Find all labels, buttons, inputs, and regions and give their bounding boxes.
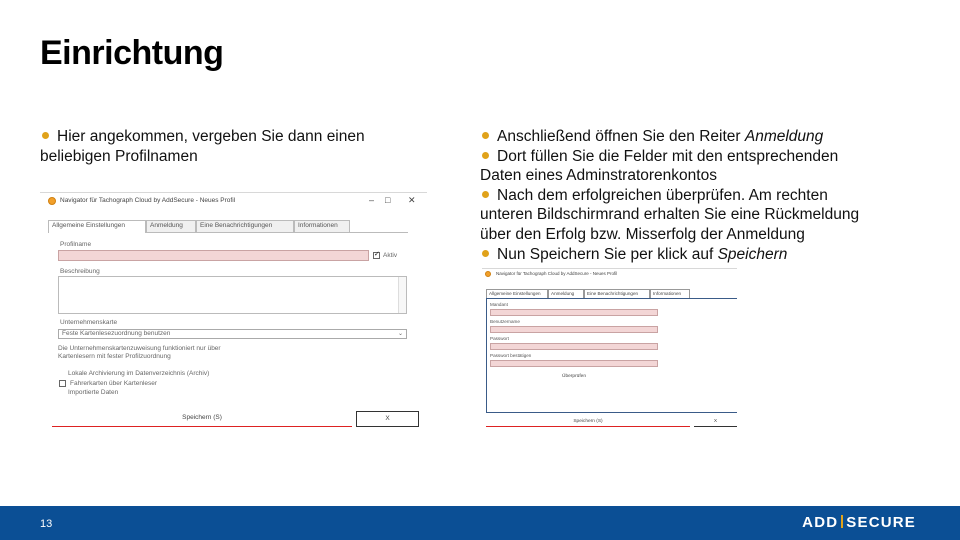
- textarea-scrollbar[interactable]: [398, 277, 406, 313]
- benutzername-label: Benutzername: [490, 319, 520, 324]
- left-bullet-list: [40, 127, 440, 166]
- mandant-input[interactable]: [490, 309, 658, 316]
- tab-benachrichtigungen[interactable]: Eine Benachrichtigungen: [196, 220, 294, 232]
- chevron-down-icon: ⌄: [397, 331, 403, 337]
- maximize-icon[interactable]: □: [385, 195, 391, 205]
- tab-anmeldung[interactable]: Anmeldung: [548, 289, 584, 298]
- save-button[interactable]: Speichern (S): [486, 417, 690, 427]
- dialog-title: Navigator für Tachograph Cloud by AddSecure - Neues Profil: [496, 271, 618, 276]
- benutzername-input[interactable]: [490, 326, 658, 333]
- kartenzuweisung-info-2: Kartenlesern mit fester Profilzuordnung: [58, 353, 171, 360]
- app-logo-icon: [485, 271, 491, 277]
- dialog-title: Navigator für Tachograph Cloud by AddSecure - Neues Profil: [60, 197, 236, 204]
- unternehmenskarte-select[interactable]: Feste Kartenlesezuordnung benutzen ⌄: [58, 329, 407, 339]
- bullet-ueberpruefen: Nach dem erfolgreichen überprüfen. Am rechten unteren Bildschirmrand erhalten Sie eine Rückmeldung über den Erfolg bzw. Misserfolg der Anmeldung: [480, 186, 860, 243]
- bullet-profilname: Hier angekommen, vergeben Sie dann einen beliebigen Profilnamen: [40, 128, 365, 165]
- cancel-button[interactable]: X: [694, 417, 737, 427]
- app-logo-icon: [48, 197, 56, 205]
- profilname-input[interactable]: [58, 250, 369, 261]
- aktiv-label: Aktiv: [383, 252, 398, 259]
- tab-anmeldung[interactable]: Anmeldung: [146, 220, 196, 232]
- fahrerkarten-checkbox[interactable]: [59, 380, 66, 387]
- beschreibung-textarea[interactable]: [58, 276, 407, 314]
- bullet-dot-icon: [482, 152, 489, 159]
- beschreibung-label: Beschreibung: [60, 268, 100, 275]
- tab-allgemeine-einstellungen[interactable]: Allgemeine Einstellungen: [486, 289, 548, 298]
- bullet-felder: Dort füllen Sie die Felder mit den entsprechenden Daten eines Adminstratorenkontos: [480, 147, 839, 185]
- bullet-dot-icon: [482, 250, 489, 257]
- unternehmenskarte-label: Unternehmenskarte: [60, 319, 118, 326]
- passwort-bestaetigen-input[interactable]: [490, 360, 658, 367]
- ueberpruefen-button[interactable]: Überprüfen: [562, 374, 586, 379]
- mandant-label: Mandant: [490, 302, 508, 307]
- bullet-speichern: Nun Speichern Sie per klick auf Speichern: [480, 245, 900, 265]
- archivierung-label: Lokale Archivierung im Datenverzeichnis (Archiv): [68, 370, 210, 377]
- cancel-button[interactable]: X: [356, 411, 419, 427]
- slide-title: Einrichtung: [40, 34, 224, 72]
- profilname-label: Profilname: [60, 241, 92, 248]
- close-icon[interactable]: ✕: [408, 195, 416, 205]
- bullet-anmeldung: Anschließend öffnen Sie den Reiter Anmeldung: [480, 127, 900, 147]
- tab-informationen[interactable]: Informationen: [650, 289, 690, 298]
- kartenzuweisung-info-1: Die Unternehmenskartenzuweisung funktioniert nur über: [58, 345, 221, 352]
- bullet-dot-icon: [482, 132, 489, 139]
- tab-benachrichtigungen[interactable]: Eine Benachrichtigungen: [584, 289, 650, 298]
- bullet-dot-icon: [482, 191, 489, 198]
- page-number: 13: [40, 518, 53, 530]
- bullet-dot-icon: [42, 132, 49, 139]
- dialog-titlebar: [40, 193, 427, 209]
- footer-bar: [0, 506, 960, 540]
- minimize-icon[interactable]: –: [369, 195, 375, 205]
- fahrerkarten-label: Fahrerkarten über Kartenleser: [70, 380, 158, 387]
- save-button[interactable]: Speichern (S): [52, 411, 352, 427]
- passwort-input[interactable]: [490, 343, 658, 350]
- tab-allgemeine-einstellungen[interactable]: Allgemeine Einstellungen: [48, 220, 146, 233]
- passwort-bestaetigen-label: Passwort bestätigen: [490, 353, 532, 358]
- importierte-daten-label: Importierte Daten: [68, 389, 119, 396]
- aktiv-checkbox[interactable]: [373, 252, 380, 259]
- anmeldung-tab-panel: [486, 298, 737, 413]
- passwort-label: Passwort: [490, 336, 509, 341]
- addsecure-logo: ADD SECURE: [802, 514, 916, 531]
- tab-informationen[interactable]: Informationen: [294, 220, 350, 232]
- logo-separator-icon: [841, 515, 843, 528]
- profile-dialog-general: [40, 192, 427, 432]
- profile-dialog-anmeldung: [482, 268, 737, 431]
- right-bullet-list: [480, 127, 900, 264]
